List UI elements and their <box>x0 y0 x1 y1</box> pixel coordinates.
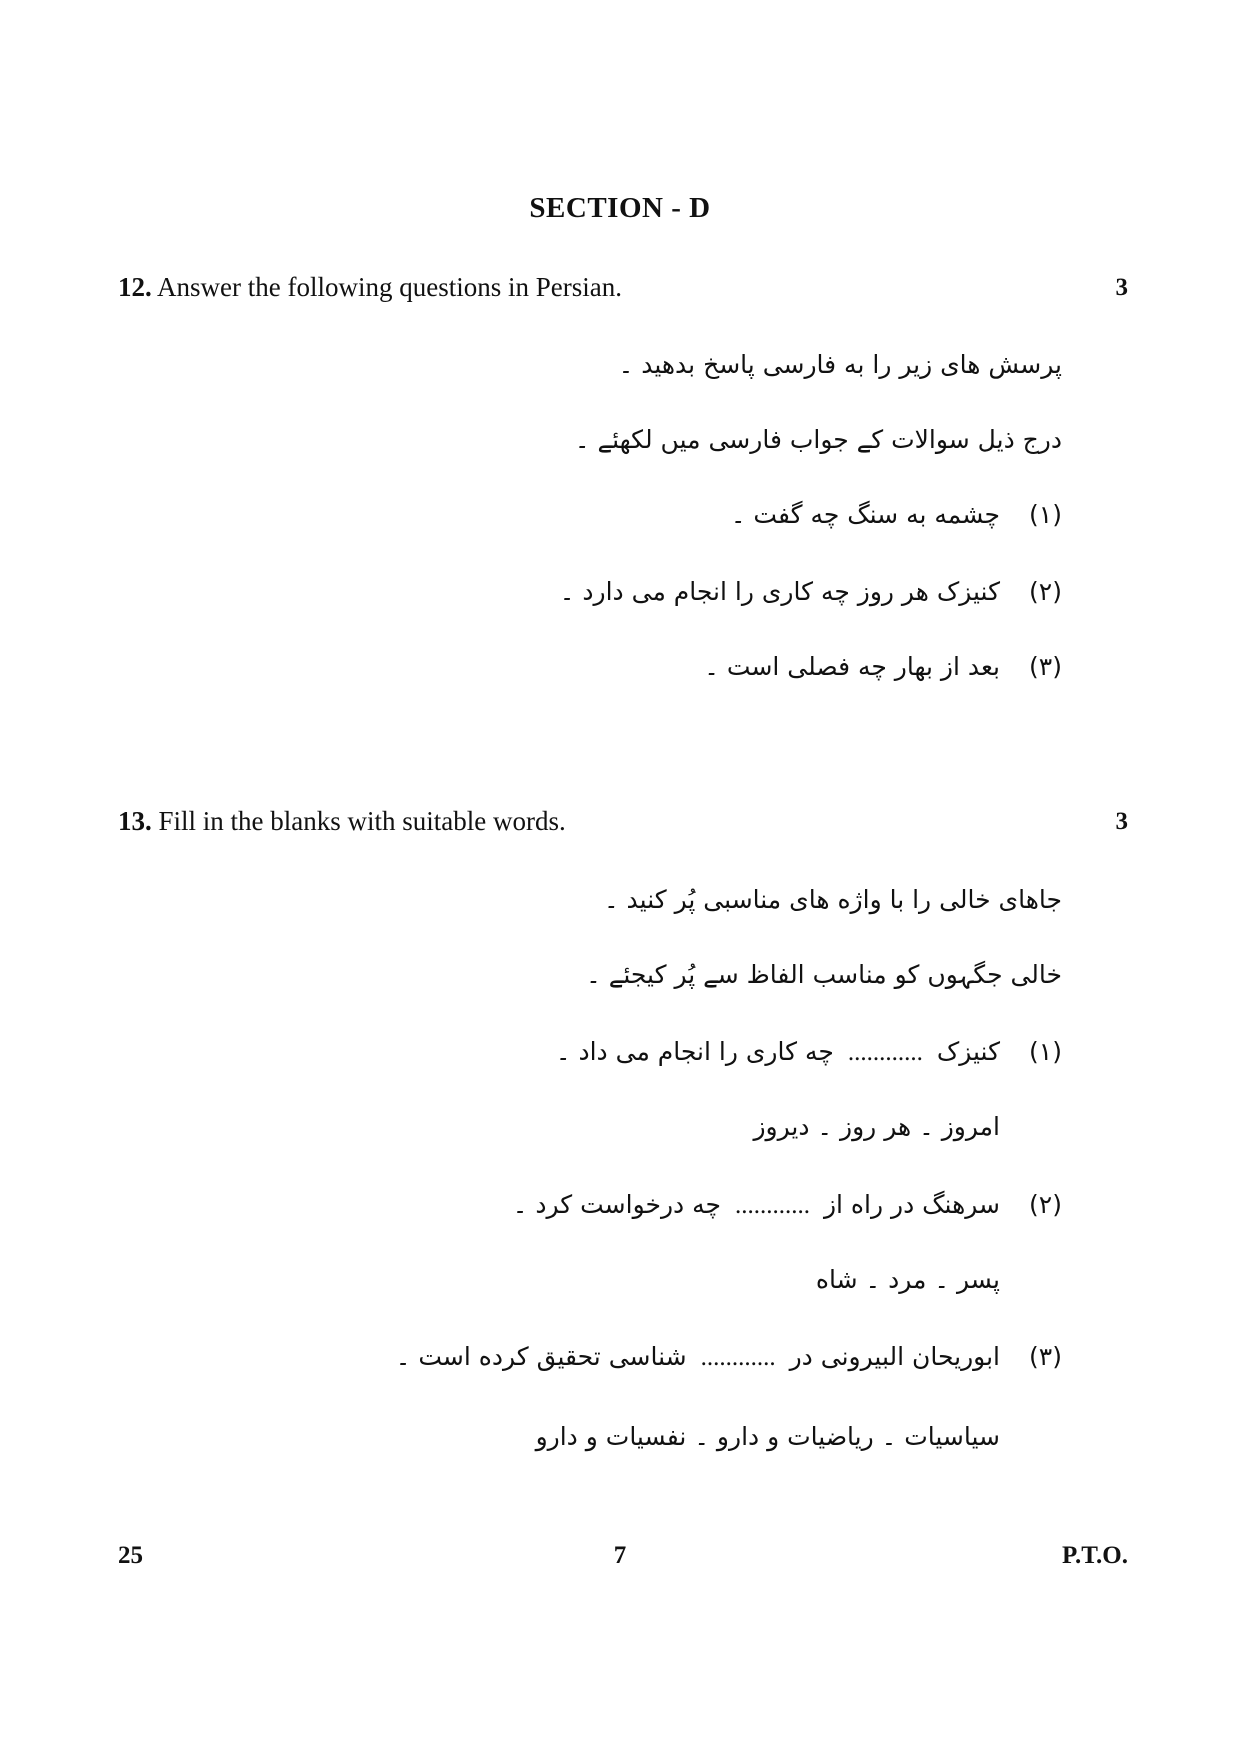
blank: ............ <box>847 1039 923 1066</box>
answer-options: امروز ۔ هر روز ۔ دیروز <box>753 1112 1000 1141</box>
item-number: (۲) <box>1029 577 1062 606</box>
item-after: چه درخواست کرد ۔ <box>512 1190 721 1219</box>
blank: ............ <box>734 1192 810 1219</box>
instruction-persian: پرسش های زیر را به فارسی پاسخ بدهید ۔ <box>618 350 1062 379</box>
item-number: (۳) <box>1029 1342 1062 1371</box>
answer-options: سیاسیات ۔ ریاضیات و دارو ۔ نفسیات و دارو <box>535 1422 1000 1451</box>
answer-options: پسر ۔ مرد ۔ شاه <box>815 1265 1000 1294</box>
instruction-persian: جاهای خالی را با واژه های مناسبی پُر کنید ۔ <box>603 885 1062 914</box>
fill-blank-item <box>162 1190 1062 1220</box>
item-text: بعد از بهار چه فصلی است ۔ <box>704 652 1000 681</box>
question-item <box>162 577 1062 606</box>
blank: ............ <box>700 1344 776 1371</box>
question-13-prompt <box>118 806 566 837</box>
pto-label: P.T.O. <box>1062 1542 1128 1569</box>
item-text: چشمه به سنگ چه گفت ۔ <box>730 500 1000 529</box>
question-item <box>162 652 1062 681</box>
question-item <box>162 500 1062 529</box>
question-text: Answer the following questions in Persian. <box>157 272 622 302</box>
item-after: چه کاری را انجام می داد ۔ <box>555 1037 834 1066</box>
question-marks: 3 <box>1115 808 1128 835</box>
question-text: Fill in the blanks with suitable words. <box>158 806 566 836</box>
paper-code: 25 <box>118 1542 143 1569</box>
instruction-urdu: خالی جگہوں کو مناسب الفاظ سے پُر کیجئے ۔ <box>586 960 1062 989</box>
item-before: سرهنگ در راه از <box>823 1190 1000 1219</box>
page-number: 7 <box>613 1542 627 1569</box>
question-12-prompt <box>118 272 622 303</box>
section-title: SECTION - D <box>529 192 711 224</box>
fill-blank-item <box>162 1037 1062 1067</box>
item-number: (۱) <box>1029 1037 1062 1066</box>
item-number: (۲) <box>1029 1190 1062 1219</box>
fill-blank-item <box>162 1342 1062 1372</box>
instruction-urdu: درج ذیل سوالات کے جواب فارسی میں لکھئے ۔ <box>574 425 1062 454</box>
item-after: شناسی تحقیق کرده است ۔ <box>395 1342 687 1371</box>
item-before: کنیزک <box>936 1037 1000 1066</box>
question-number: 12. <box>118 272 152 302</box>
item-before: ابوریحان البیرونی در <box>789 1342 1000 1371</box>
item-number: (۱) <box>1029 500 1062 529</box>
question-number: 13. <box>118 806 152 836</box>
item-text: کنیزک هر روز چه کاری را انجام می دارد ۔ <box>559 577 1000 606</box>
question-marks: 3 <box>1115 274 1128 301</box>
item-number: (۳) <box>1029 652 1062 681</box>
